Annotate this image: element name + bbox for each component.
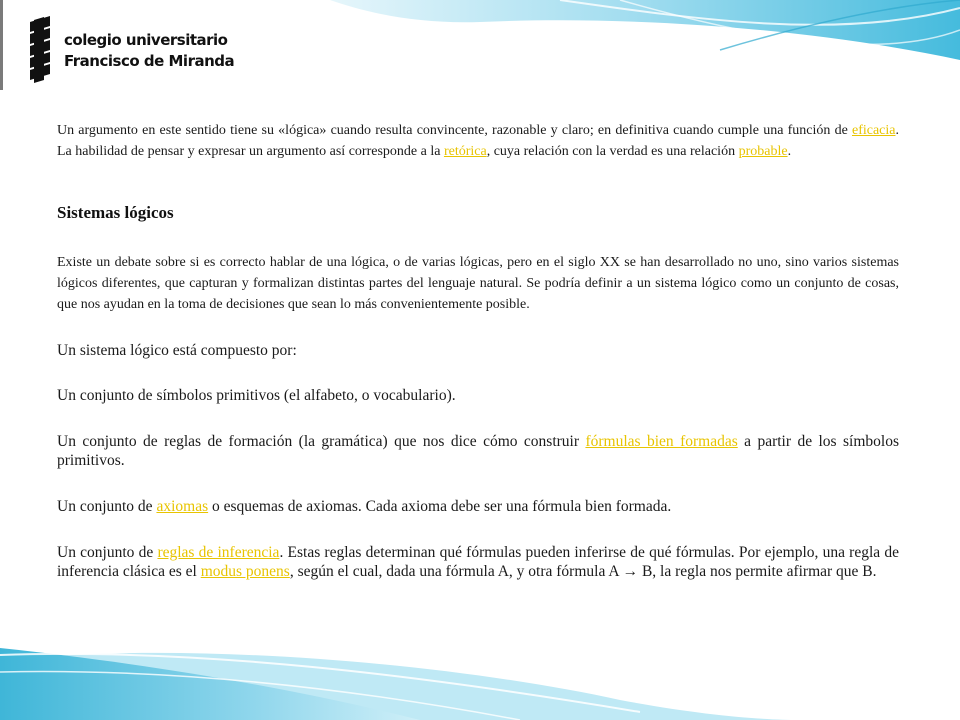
paragraph-debate (57, 252, 899, 315)
link-eficacia[interactable]: eficacia (851, 123, 896, 138)
logo-line-1: colegio universitario (64, 31, 228, 49)
link-axiomas[interactable]: axiomas (156, 498, 209, 515)
section-heading-wrapper (57, 203, 899, 223)
link-probable[interactable]: probable (738, 144, 788, 159)
text: . Estas reglas determinan qué fórmulas pueden inferirse de qué fórmulas. Por ejemplo, una regla de inferencia clásica es el (57, 544, 899, 580)
text: . La habilidad de pensar y expresar un argumento así corresponde a la (57, 123, 899, 159)
text: . (787, 144, 792, 159)
link-reglas-de-inferencia[interactable]: reglas de inferencia (157, 544, 280, 561)
section-heading: Sistemas lógicos (57, 203, 174, 222)
text: Un argumento en este sentido tiene su «lógica» cuando resulta convincente, razonable y claro; en definitiva cuando cumple una función de (57, 123, 852, 138)
text: o esquemas de axiomas. Cada axioma debe ser una fórmula bien formada. (208, 498, 672, 515)
paragraph-symbols (57, 386, 899, 405)
text: a partir de los símbolos primitivos. (57, 433, 899, 469)
paragraph-axioms (57, 497, 899, 516)
paragraph-symbols-text: Un conjunto de símbolos primitivos (el alfabeto, o vocabulario). (57, 387, 456, 404)
paragraph-logic-argument (57, 120, 899, 162)
college-logo (0, 0, 235, 95)
text: Un conjunto de reglas de formación (la gramática) que nos dice cómo construir (57, 433, 586, 450)
text: , según el cual, dada una fórmula A, y otra fórmula A → B, la regla nos permite afirmar que B. (289, 563, 877, 580)
paragraph-debate-text: Existe un debate sobre si es correcto hablar de una lógica, o de varias lógicas, pero en el siglo XX se han desarrollado no uno, sino varios sistemas lógicos diferentes, que capturan y formalizan distintas partes del lenguaje natural. Se podría definir a un sistema lógico como un conjunto de cosas, que nos ayudan en la toma de decisiones que sean lo más convenientemente posible. (57, 255, 899, 312)
logo-emblem-icon (0, 0, 60, 95)
text: , cuya relación con la verdad es una relación (486, 144, 739, 159)
paragraph-formation-rules (57, 432, 899, 470)
link-formulas-bien-formadas[interactable]: fórmulas bien formadas (585, 433, 738, 450)
top-wave (330, 0, 960, 60)
paragraph-system-intro (57, 341, 899, 360)
paragraph-system-intro-text: Un sistema lógico está compuesto por: (57, 342, 297, 359)
text: Un conjunto de (57, 498, 157, 515)
logo-line-2: Francisco de Miranda (64, 52, 235, 70)
link-retorica[interactable]: retórica (443, 144, 487, 159)
text: Un conjunto de (57, 544, 158, 561)
link-modus-ponens[interactable]: modus ponens (200, 563, 290, 580)
paragraph-inference-rules (57, 543, 899, 581)
